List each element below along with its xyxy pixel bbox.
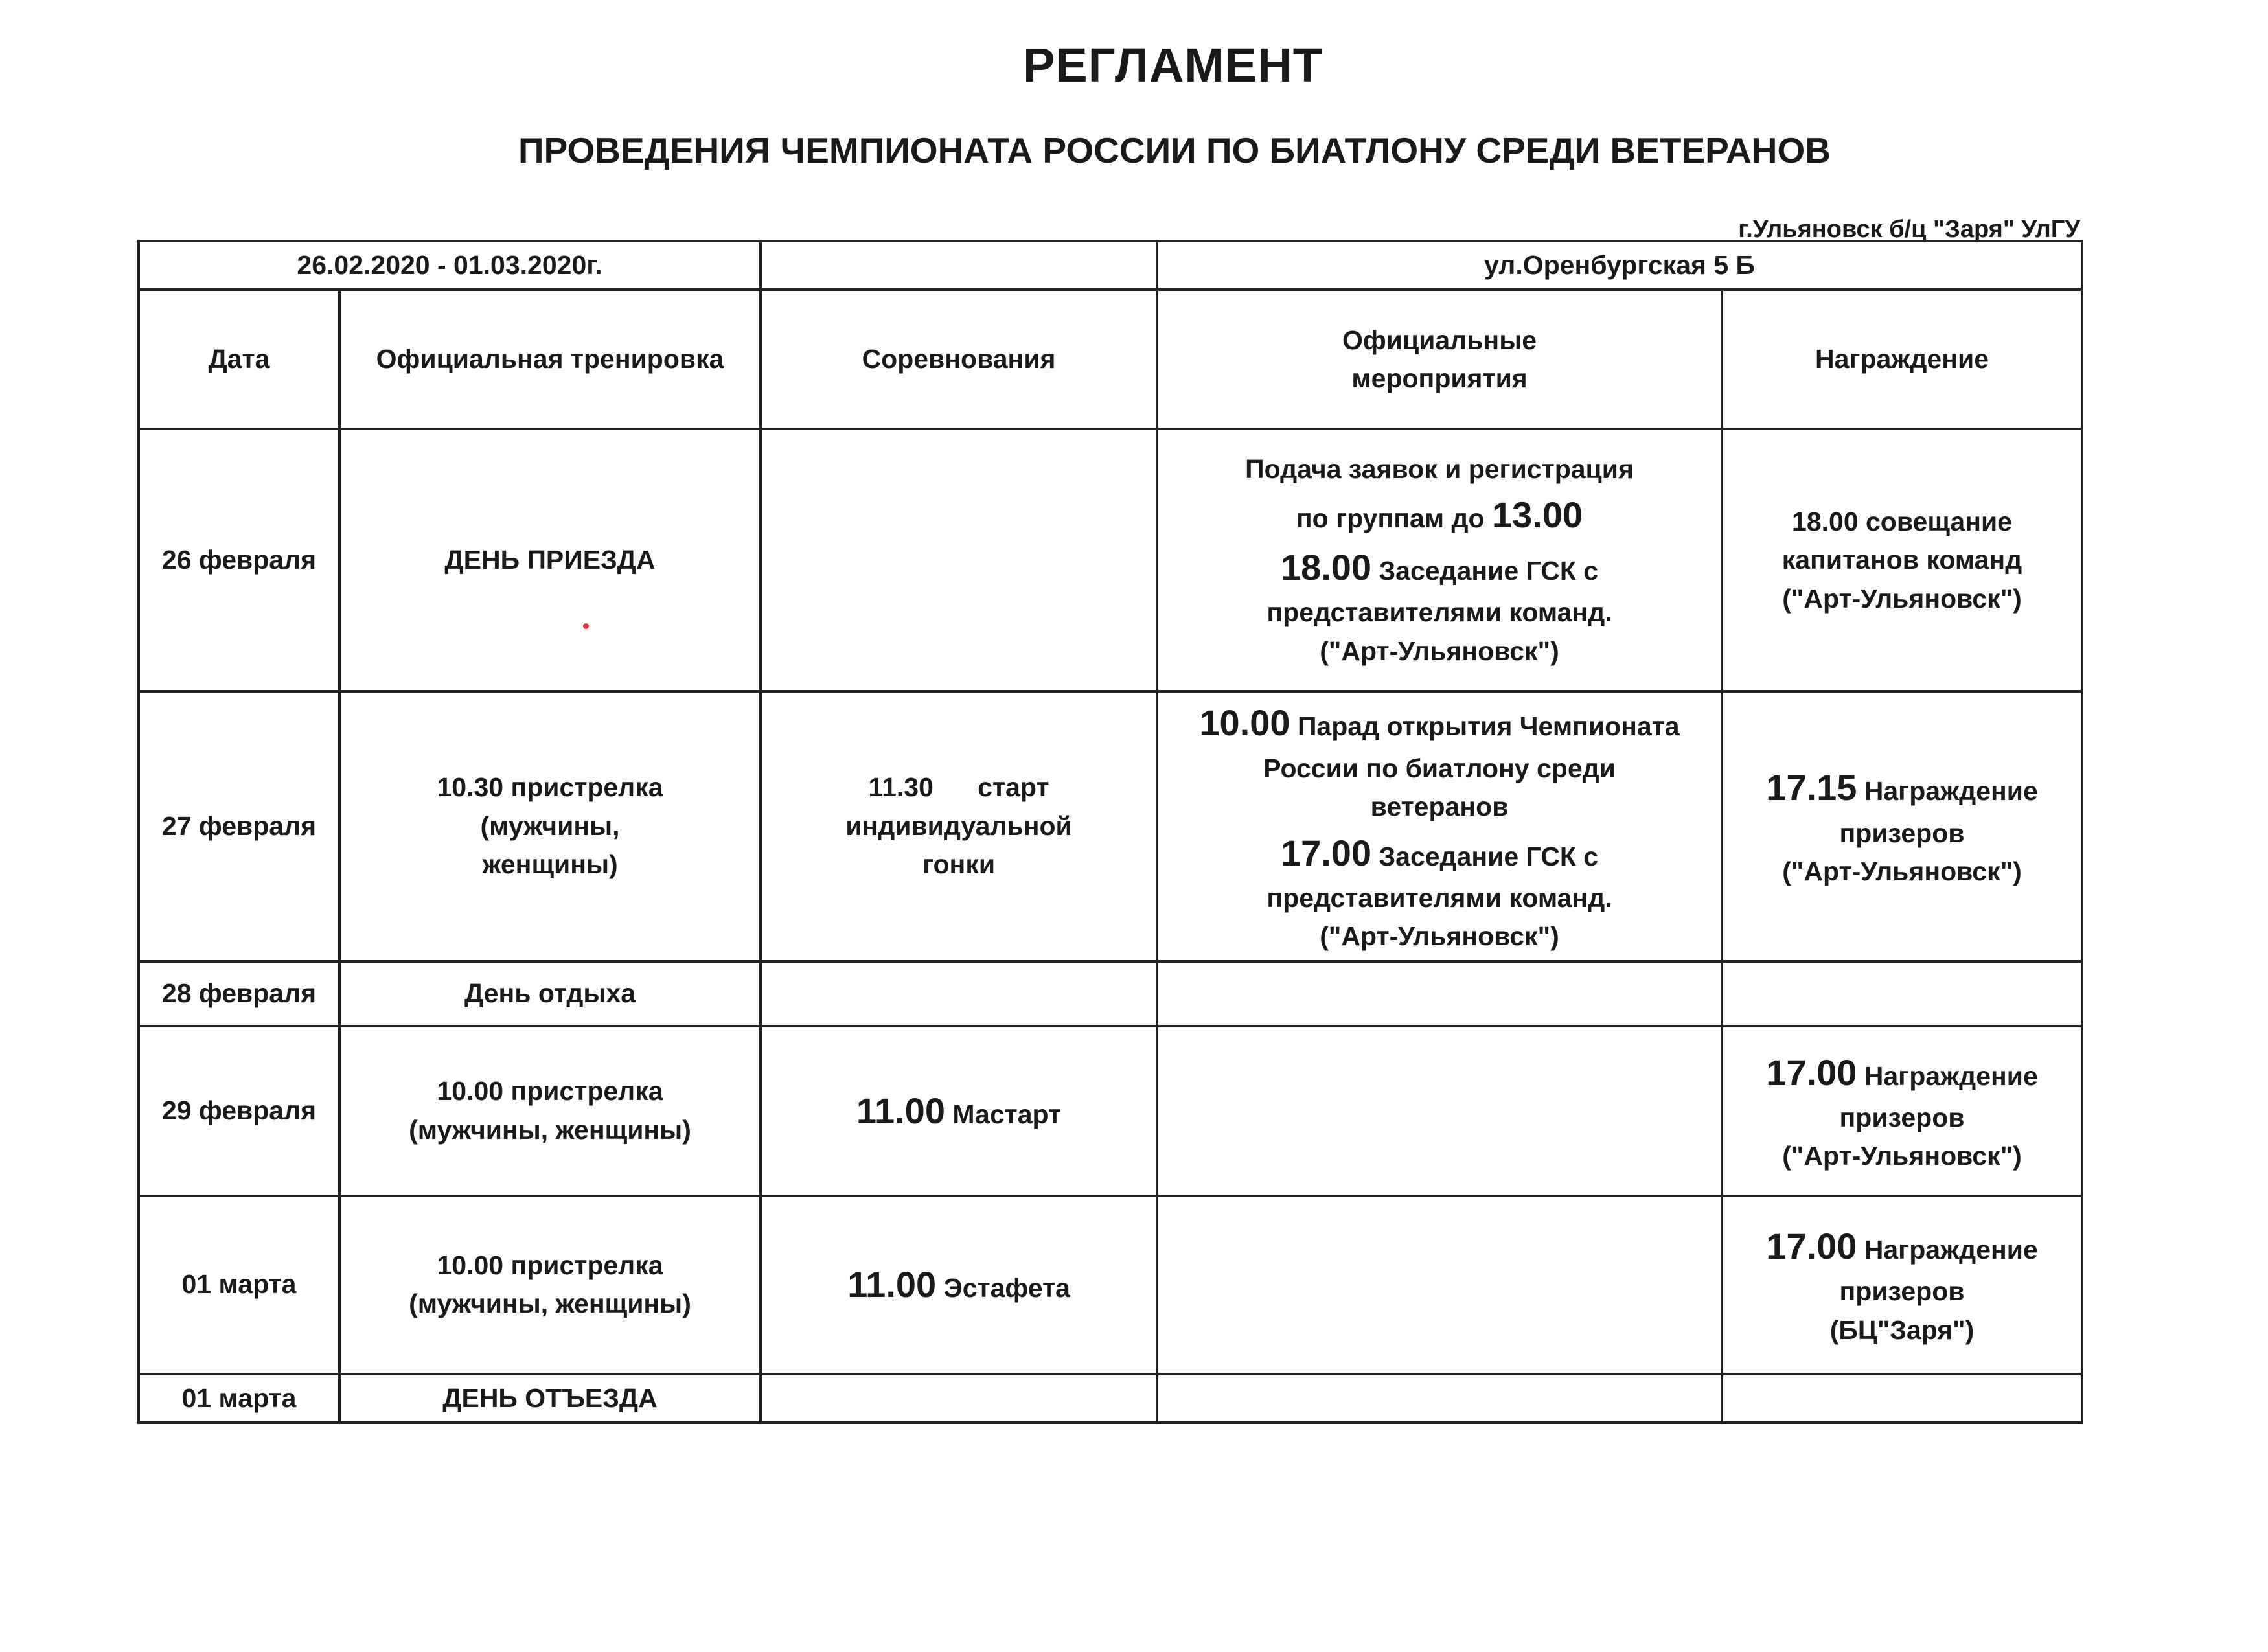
row-date: 28 февраля	[139, 961, 339, 1026]
row-awards: 18.00 совещание капитанов команд ("Арт-Ульяновск")	[1722, 429, 2082, 691]
row-training: 10.30 пристрелка (мужчины, женщины)	[339, 691, 761, 961]
row-official	[1157, 1196, 1722, 1374]
row-date: 01 марта	[139, 1374, 339, 1423]
row-training: ДЕНЬ ПРИЕЗДА	[339, 429, 761, 691]
table-row	[139, 961, 2082, 1026]
row-training: ДЕНЬ ОТЪЕЗДА	[339, 1374, 761, 1423]
row-date: 29 февраля	[139, 1026, 339, 1196]
table-row	[139, 1374, 2082, 1423]
row-awards: 17.00 Награждение призеров ("Арт-Ульяновск")	[1722, 1026, 2082, 1196]
header-row	[139, 290, 2082, 429]
row-awards: 17.15 Награждение призеров ("Арт-Ульяновск")	[1722, 691, 2082, 961]
row-date: 26 февраля	[139, 429, 339, 691]
meta-empty-cell	[761, 241, 1157, 290]
row-date: 27 февраля	[139, 691, 339, 961]
row-official	[1157, 961, 1722, 1026]
row-competitions	[761, 961, 1157, 1026]
row-training: 10.00 пристрелка (мужчины, женщины)	[339, 1026, 761, 1196]
row-official: Подача заявок и регистрация по группам до 13.00 18.00 Заседание ГСК с представителями команд. ("Арт-Ульяновск")	[1157, 429, 1722, 691]
schedule-table	[137, 240, 2083, 1424]
header-official: Официальные мероприятия	[1157, 290, 1722, 429]
row-training: День отдыха	[339, 961, 761, 1026]
document-title: РЕГЛАМЕНТ	[1023, 38, 1323, 92]
header-training: Официальная тренировка	[339, 290, 761, 429]
row-official	[1157, 1026, 1722, 1196]
header-awards: Награждение	[1722, 290, 2082, 429]
row-official	[1157, 1374, 1722, 1423]
row-awards	[1722, 961, 2082, 1026]
ink-speck	[583, 623, 589, 629]
header-date: Дата	[139, 290, 339, 429]
row-competitions: 11.00 Эстафета	[761, 1196, 1157, 1374]
row-competitions: 11.00 Мастарт	[761, 1026, 1157, 1196]
row-competitions: 11.30 старт индивидуальной гонки	[761, 691, 1157, 961]
table-row	[139, 691, 2082, 961]
date-range: 26.02.2020 - 01.03.2020г.	[139, 241, 761, 290]
table-meta-row	[139, 241, 2082, 290]
table-row	[139, 429, 2082, 691]
table-row	[139, 1196, 2082, 1374]
table-row	[139, 1026, 2082, 1196]
venue-location: г.Ульяновск б/ц "Заря" УлГУ	[1738, 216, 2080, 243]
row-awards	[1722, 1374, 2082, 1423]
header-competitions: Соревнования	[761, 290, 1157, 429]
row-official: 10.00 Парад открытия Чемпионата России по биатлону среди ветеранов 17.00 Заседание ГСК с представителями команд. ("Арт-Ульяновск")	[1157, 691, 1722, 961]
row-training: 10.00 пристрелка (мужчины, женщины)	[339, 1196, 761, 1374]
row-awards: 17.00 Награждение призеров (БЦ"Заря")	[1722, 1196, 2082, 1374]
row-competitions	[761, 1374, 1157, 1423]
street-address: ул.Оренбургская 5 Б	[1157, 241, 2082, 290]
row-date: 01 марта	[139, 1196, 339, 1374]
document-subtitle: ПРОВЕДЕНИЯ ЧЕМПИОНАТА РОССИИ ПО БИАТЛОНУ СРЕДИ ВЕТЕРАНОВ	[518, 130, 1831, 170]
row-competitions	[761, 429, 1157, 691]
